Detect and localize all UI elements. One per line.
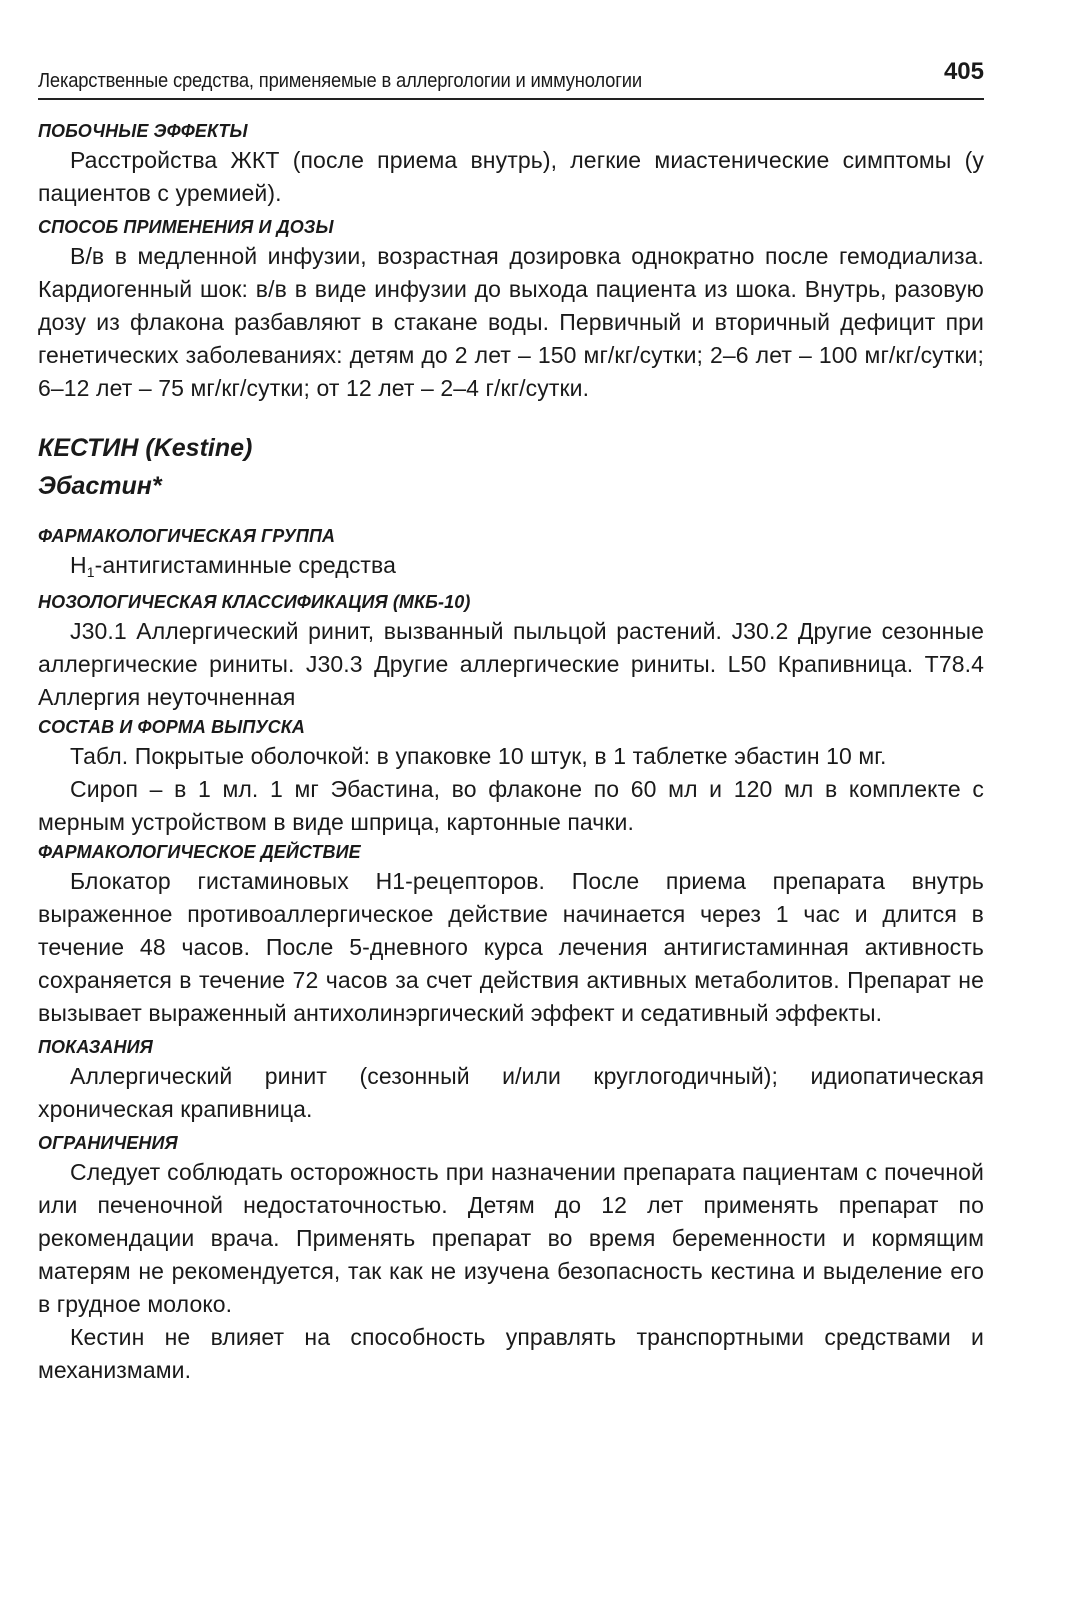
section-heading-pharm-group: ФАРМАКОЛОГИЧЕСКАЯ ГРУППА: [38, 526, 336, 546]
composition-text-syrup: Сироп – в 1 мл. 1 мг Эбастина, во флаконе по 60 мл и 120 мл в комплекте с мерным устройством в виде шприца, картонные пачки.: [38, 776, 984, 835]
section-heading-composition: СОСТАВ И ФОРМА ВЫПУСКА: [38, 717, 306, 737]
drug-inn-name: Эбастин*: [38, 472, 162, 500]
pharm-group-rest: -антигистаминные средства: [94, 552, 397, 578]
section-heading-restrictions: ОГРАНИЧЕНИЯ: [38, 1133, 178, 1153]
section-heading-side-effects: ПОБОЧНЫЕ ЭФФЕКТЫ: [38, 121, 248, 141]
page-content: [38, 100, 984, 1387]
composition-text-tablets: Табл. Покрытые оболочкой: в упаковке 10 штук, в 1 таблетке эбастин 10 мг.: [70, 743, 887, 769]
drug-title-block: [38, 429, 984, 505]
restrictions-text-2: Кестин не влияет на способность управлять транспортными средствами и механизмами.: [38, 1324, 984, 1383]
section-heading-action: ФАРМАКОЛОГИЧЕСКОЕ ДЕЙСТВИЕ: [38, 842, 361, 862]
action-text: Блокатор гистаминовых Н1-рецепторов. После приема препарата внутрь выраженное противоаллергическое действие начинается через 1 час и длится в течение 48 часов. После 5-дневного курса лечения антигистаминная активность сохраняется в течение 72 часов за счет действия активных метаболитов. Препарат не вызывает выраженный антихолинэргический эффект и седативный эффекты.: [38, 868, 984, 1026]
book-page: [38, 52, 984, 1387]
pharm-group-text: [38, 549, 984, 589]
dosage-text: В/в в медленной инфузии, возрастная дозировка однократно после гемодиализа. Кардиогенный шок: в/в в виде инфузии до выхода пациента из шока. Внутрь, разовую дозу из флакона разбавляют в стакане воды. Первичный и вторичный дефицит при генетических заболеваниях: детям до 2 лет – 150 мг/кг/сутки; 2–6 лет – 100 мг/кг/сутки; 6–12 лет – 75 мг/кг/сутки; от 12 лет – 2–4 г/кг/сутки.: [38, 243, 984, 401]
indications-text: Аллергический ринит (сезонный и/или круглогодичный); идиопатическая хроническая крапивница.: [38, 1063, 984, 1122]
restrictions-text-1: Следует соблюдать осторожность при назначении препарата пациентам с почечной или печеночной недостаточностью. Детям до 12 лет применять препарат по рекомендации врача. Применять препарат во время беременности и кормящим матерям не рекомендуется, так как не изучена безопасность кестина и выделение его в грудное молоко.: [38, 1159, 984, 1317]
running-title: Лекарственные средства, применяемые в аллергологии и иммунологии: [38, 70, 642, 92]
section-heading-dosage: СПОСОБ ПРИМЕНЕНИЯ И ДОЗЫ: [38, 217, 334, 237]
section-heading-nosology: НОЗОЛОГИЧЕСКАЯ КЛАССИФИКАЦИЯ (МКБ-10): [38, 592, 471, 612]
pharm-group-prefix: H: [70, 552, 87, 578]
running-header: [38, 52, 984, 100]
side-effects-text: Расстройства ЖКТ (после приема внутрь), легкие миастенические симптомы (у пациентов с уремией).: [38, 147, 984, 206]
nosology-text: J30.1 Аллергический ринит, вызванный пыльцой растений. J30.2 Другие сезонные аллергические риниты. J30.3 Другие аллергические риниты. L50 Крапивница. T78.4 Аллергия неуточненная: [38, 618, 984, 710]
page-number: 405: [943, 58, 984, 85]
drug-trade-name: КЕСТИН (Kestine): [38, 434, 253, 462]
pharm-group-subscript: 1: [86, 564, 95, 580]
section-heading-indications: ПОКАЗАНИЯ: [38, 1037, 153, 1057]
